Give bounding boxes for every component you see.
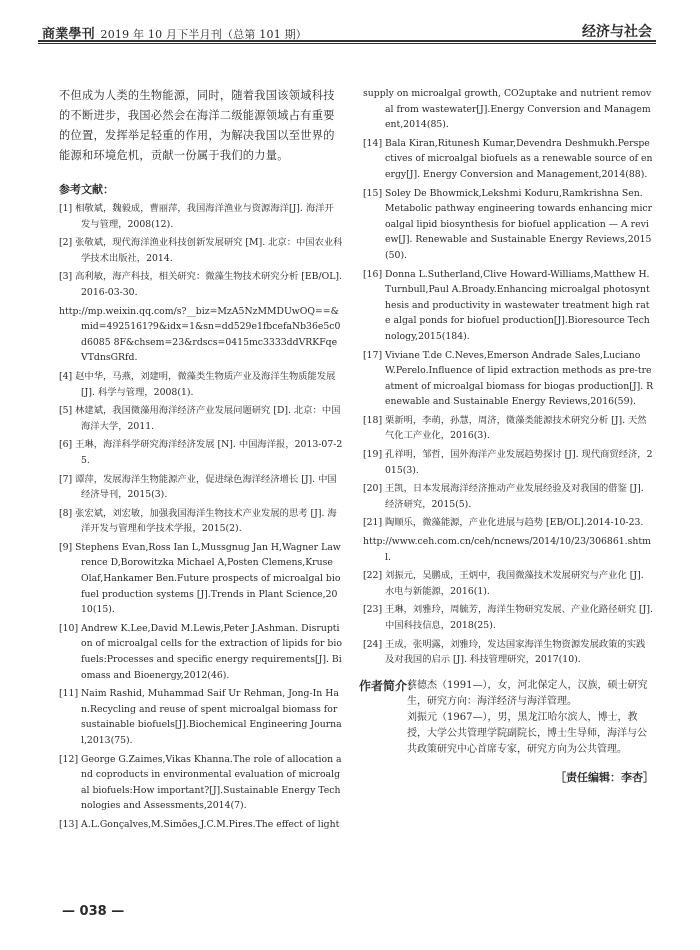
right-column <box>359 86 654 786</box>
reference-item: [20] 王凯，日本发展海洋经济推动产业发展经验及对我国的借鉴 [J]. 经济研究，2015(5). <box>363 483 644 510</box>
responsible-editor: ［责任编辑：李杏］ <box>555 770 654 784</box>
reference-item: [4] 赵中华，马燕，刘建明，微藻类生物质产业及海洋生物质能发展 [J]. 科学与管理，2008(1). <box>59 370 336 398</box>
reference-item: [10] Andrew K.Lee,David M.Lewis,Peter J.Ashman. Disruption of microalgal cells for the extraction of lipids for biofuels:Processes and specific energy requirements[J]. Biomass and Bioenergy,2012(46). <box>59 622 342 681</box>
author-bio <box>359 678 654 758</box>
reference-item: http://mp.weixin.qq.com/s?__biz=MzA5NzMMDUwOQ==&mid=4925161?9&idx=1&sn=dd529e1fbcefaNb36e5c0d6085 8F&chsem=23&rdscs=0415mc3333ddVRKFqeVTdnsGRfd. <box>59 305 341 364</box>
reference-item: [12] George G.Zaimes,Vikas Khanna.The role of allocation and coproducts in environmental evaluation of microalgal biofuels:How important?[J].Sustainable Energy Technologies and Assessments,2014(7). <box>59 753 342 812</box>
reference-item: [5] 林建斌，我国微藻用海洋经济产业发展问题研究 [D]. 北京：中国海洋大学，2011. <box>59 405 341 432</box>
section-title: 经济与社会 <box>582 24 652 40</box>
reference-item: [1] 相敬斌，魏毅成，曹丽萍，我国海洋渔业与资源海洋[J]. 海洋开发与管理，2008(12). <box>59 203 334 230</box>
body-paragraph: 不但成为人类的生物能源，同时，随着我国该领域科技的不断进步，我国必然会在海洋二级能源领域占有重要的位置，发挥举足轻重的作用，为解决我国以至世界的能源和环境危机，贡献一份属于我们的力量。 <box>59 89 335 162</box>
author-label: 作者简介： <box>359 678 420 693</box>
author-line-2: 刘振元（1967—），男，黑龙江哈尔滨人，博士，教授，大学公共管理学院副院长，博士生导师，海洋与公共政策研究中心首席专家，研究方向为公共管理。 <box>407 711 647 755</box>
reference-item: [2] 张敬斌，现代海洋渔业科技创新发展研究 [M]. 北京：中国农业科学技术出版社，2014. <box>59 237 343 264</box>
reference-item: [19] 孔祥明，邹哲，国外海洋产业发展趋势探讨 [J]. 现代商贸经济，2015(3). <box>363 449 653 476</box>
reference-item: supply on microalgal growth, CO2uptake and nutrient removal from wastewater[J].Energy Conversion and Management,2014(85). <box>363 88 652 131</box>
reference-item: [14] Bala Kiran,Ritunesh Kumar,Devendra Deshmukh.Perspectives of microalgal biofuels as a renewable source of energy[J]. Energy Conversion and Management,2014(88). <box>363 137 653 180</box>
reference-item: [7] 谭萍，发展海洋生物能源产业，促进绿色海洋经济增长 [J]. 中国经济导刊，2015(3). <box>59 473 337 501</box>
reference-item: [23] 王琳，刘雅玲，周毓芳，海洋生物研究发展、产业化路径研究 [J]. 中国科技信息，2018(25). <box>363 604 653 631</box>
reference-item: [6] 王琳，海洋科学研究海洋经济发展 [N]. 中国海洋报，2013-07-25. <box>59 439 343 466</box>
reference-item: [9] Stephens Evan,Ross Ian L,Mussgnug Jan H,Wagner Lawrence D,Borowitzka Michael A,Posten Clemens,Kruse Olaf,Hankamer Ben.Future prospects of microalgal biofuel production systems [J].Trends in Plant Science,2010(15). <box>59 541 341 616</box>
reference-item: [24] 王成，张明露，刘雅玲，发达国家海洋生物资源发展政策的实践及对我国的启示 [J]. 科技管理研究，2017(10). <box>363 638 646 666</box>
references-heading: 参考文献： <box>59 183 114 196</box>
header-rule <box>38 40 656 42</box>
page-number: — 038 — <box>62 904 125 919</box>
reference-item: [13] A.L.Gonçalves,M.Simões,J.C.M.Pires.The effect of light <box>59 818 340 830</box>
reference-item: http://www.ceh.com.cn/ceh/ncnews/2014/10/23/306861.shtml. <box>363 536 651 563</box>
left-column <box>59 86 343 836</box>
references-list-right <box>363 86 654 668</box>
reference-item: [21] 陶顺乐，微藻能源，产业化进展与趋势 [EB/OL].2014-10-23. <box>363 517 644 529</box>
reference-item: [11] Naim Rashid, Muhammad Saif Ur Rehman, Jong-In Han.Recycling and reuse of spent microalgal biomass for sustainable biofuels[J].Biochemical Engineering Journal,2013(75). <box>59 688 342 746</box>
header-rule-thin <box>38 43 656 44</box>
reference-item: [18] 栗新明，李萌，孙慧，周济，微藻类能源技术研究分析 [J]. 天然气化工产业化，2016(3). <box>363 414 647 442</box>
reference-item: [3] 高利敏，海产科技，相关研究：微藻生物技术研究分析 [EB/OL].2016-03-30. <box>59 271 342 298</box>
reference-item: [22] 刘振元，吴鹏成，王炳中，我国微藻技术发展研究与产业化 [J]. 水电与新能源，2016(1). <box>363 570 644 597</box>
reference-item: [8] 张宏斌，刘宏敏，加强我国海洋生物技术产业发展的思考 [J]. 海洋开发与管理和学技术学报，2015(2). <box>59 507 337 535</box>
issue-label: 2019 年 10 月下半月刊（总第 101 期） <box>100 28 307 41</box>
reference-item: [16] Donna L.Sutherland,Clive Howard-Williams,Matthew H.Turnbull,Paul A.Broady.Enhancing microalgal photosynthesis and productivity in wastewater treatment high rate algal ponds for biofuel production[J].Bioresource Technology,2015(184). <box>363 268 650 342</box>
journal-brand: 商業學刊 <box>42 27 95 42</box>
author-line-1: 蔡德杰（1991—），女，河北保定人，汉族，硕士研究生，研究方向：海洋经济与海洋管理。 <box>407 679 648 707</box>
reference-item: [15] Soley De Bhowmick,Lekshmi Koduru,Ramkrishna Sen. Metabolic pathway engineering towards enhancing microalgal lipid biosynthesis for biofuel application — A review[J]. Renewable and Sustainable Energy Reviews,2015(50). <box>363 187 653 261</box>
reference-item: [17] Viviane T.de C.Neves,Emerson Andrade Sales,Luciano W.Perelo.Influence of lipid extraction methods as pre-treatment of microalgal biomass for biogas production[J]. Renewable and Sustainable Energy Reviews,2016(59). <box>363 349 654 408</box>
references-list-left <box>59 201 343 833</box>
